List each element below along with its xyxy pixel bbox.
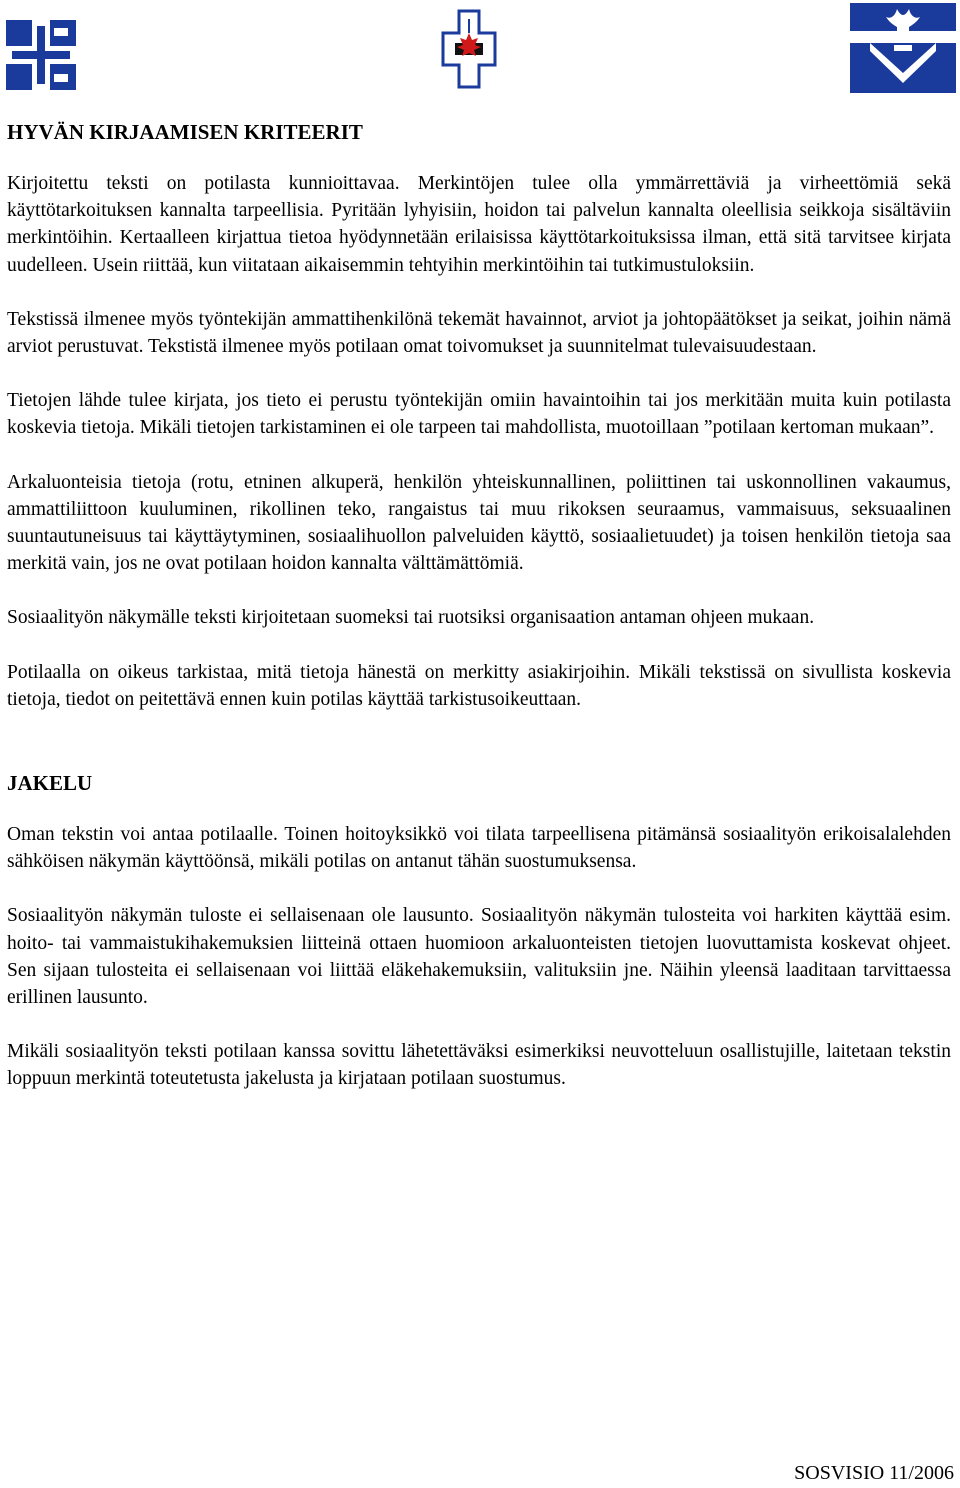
paragraph: Kirjoitettu teksti on potilasta kunnioittavaa. Merkintöjen tulee olla ymmärrettäviä ja virheettömiä sekä käyttötarkoituksen kannalta tarpeellisia. Pyritään lyhyisiin, hoidon tai palvelun kannalta oleellisia seikkoja sisältäviin merkintöihin. Kertaalleen kirjattua tietoa hyödynnetään erilaisissa käyttötarkoituksissa ilman, että sitä tarvitsee kirjata uudelleen. Usein riittää, kun viitataan aikaisemmin tehtyihin merkintöihin tai tutkimustuloksiin.: [7, 173, 951, 276]
paragraph: Sosiaalityön näkymälle teksti kirjoitetaan suomeksi tai ruotsiksi organisaation antaman ohjeen mukaan.: [7, 607, 815, 629]
cross-emblem-icon: [6, 20, 76, 90]
paragraph: Arkaluonteisia tietoja (rotu, etninen alkuperä, henkilön yhteiskunnallinen, poliittinen tai uskonnollinen vakaumus, ammattiliittoon kuuluminen, rikollinen teko, rangaistus tai muu rikoksen seuraamus, vammaisuus, seksuaalinen suuntautuneisuus tai käyttäytyminen, sosiaalihuollon palveluiden käyttö, sosiaalietuudet) ja toisen henkilön tietoja saa merkitä vain, jos ne ovat potilaan hoidon kannalta välttämättömiä.: [7, 471, 951, 575]
fleur-shield-emblem-icon: [850, 3, 956, 93]
paragraph: Oman tekstin voi antaa potilaalle. Toinen hoitoyksikkö voi tilata tarpeellisena pitämänsä sosiaalityön erikoisalalehden sähköisen näkymän käyttöönsä, mikäli potilas on antanut tähän suostumuksensa.: [7, 824, 951, 873]
red-cross-maple-emblem-icon: [441, 9, 497, 89]
paragraph: Potilaalla on oikeus tarkistaa, mitä tietoja hänestä on merkitty asiakirjoihin. Mikäli tekstissä on sivullista koskevia tietoja, tiedot on peitettävä ennen kuin potilas käyttää tarkistusoikeuttaan.: [7, 661, 951, 710]
paragraph: Mikäli sosiaalityön teksti potilaan kanssa sovittu lähetettäväksi esimerkiksi neuvotteluun osallistujille, laitetaan tekstin loppuun merkintä toteutetusta jakelusta ja kirjataan potilaan suostumus.: [7, 1041, 951, 1090]
section-heading-kirjaaminen: HYVÄN KIRJAAMISEN KRITEERIT: [7, 120, 363, 144]
section-heading-jakelu: JAKELU: [7, 771, 93, 796]
paragraph: Sosiaalityön näkymän tuloste ei sellaisenaan ole lausunto. Sosiaalityön näkymän tulosteita voi harkiten käyttää esim. hoito- tai vammaistukihakemuksien liitteinä ottaen huomioon arkaluonteisten tietojen luovuttamista koskevat ohjeet. Sen sijaan tulosteita ei sellaisenaan voi liittää eläkehakemuksiin, valituksiin jne. Näihin yleensä laaditaan tarvittaessa erillinen lausunto.: [7, 905, 951, 1009]
paragraph: Tekstissä ilmenee myös työntekijän ammattihenkilönä tekemät havainnot, arviot ja johtopäätökset ja seikat, joihin nämä arviot perustuvat. Tekstistä ilmenee myös potilaan omat toivomukset ja suunnitelmat tulevaisuudestaan.: [7, 308, 951, 358]
paragraph: Tietojen lähde tulee kirjata, jos tieto ei perustu työntekijän omiin havaintoihin tai jos merkitään muita kuin potilasta koskevia tietoja. Mikäli tietojen tarkistaminen ei ole tarpeen tai mahdollista, muotoillaan ”potilaan kertoman mukaan”.: [7, 390, 951, 439]
footer-publication: SOSVISIO 11/2006: [794, 1462, 954, 1484]
document-body: [7, 118, 951, 1093]
